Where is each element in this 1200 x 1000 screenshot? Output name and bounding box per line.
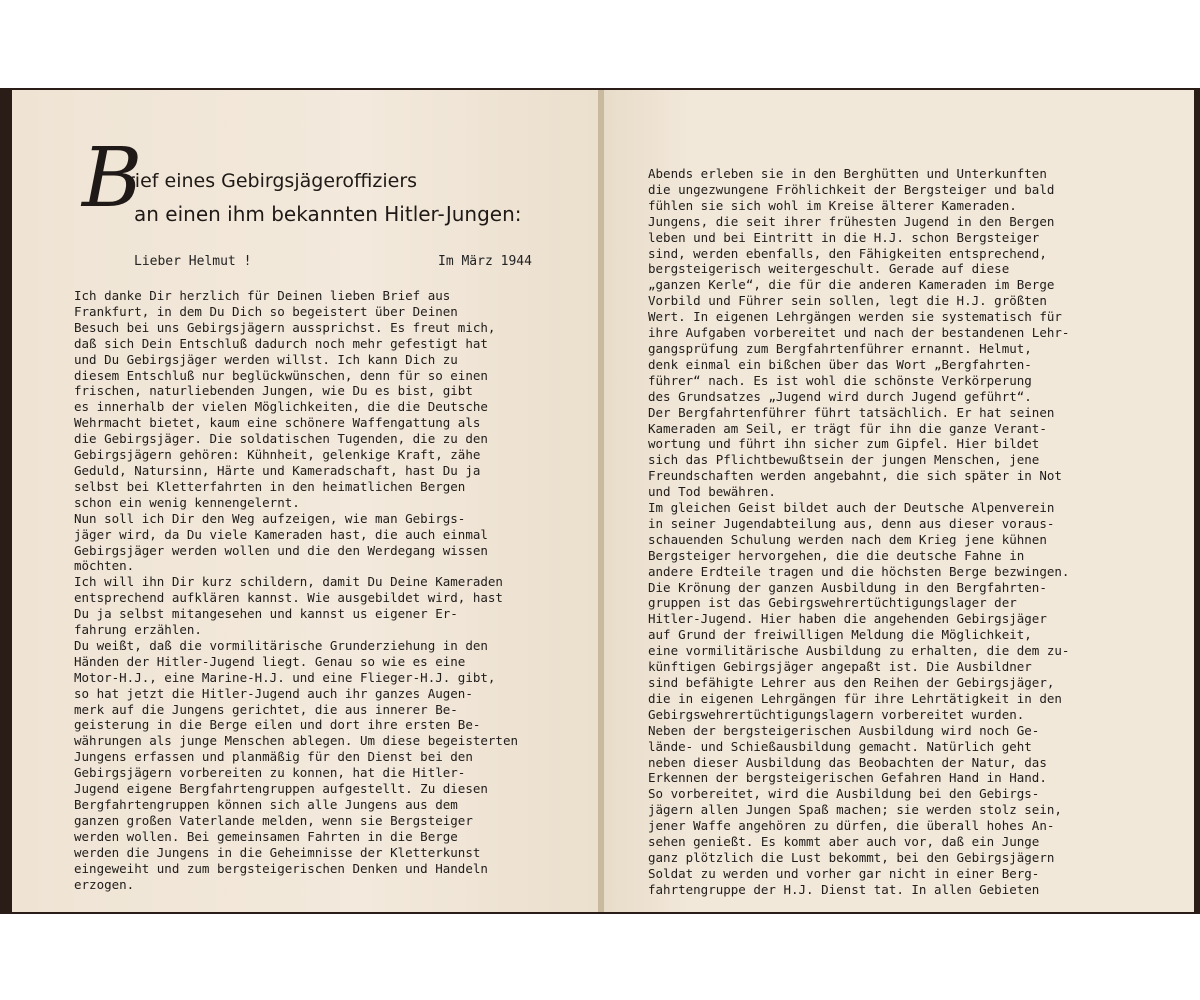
open-book: [0, 88, 1200, 914]
left-page: [12, 90, 598, 912]
letter-heading: [72, 131, 592, 240]
heading-dropcap: B: [82, 131, 143, 226]
heading-line-1: rief eines Gebirgsjägeroffiziers: [127, 170, 418, 192]
right-page-body: Abends erleben sie in den Berghütten und Unterkunften die ungezwungene Fröhlichkeit der Bergsteiger und bald fühlen sie sich wohl im Kreise älterer Kameraden. Jungens, die seit ihrer frühesten Jugend in den Bergen leben und bei Eintritt in die H.J. schon Bergsteiger sind, werden ebenfalls, den Fähigkeiten entsprechend, bergsteigerisch weitergeschult. Gerade auf diese „ganzen Kerle“, die für die anderen Kameraden im Berge Vorbild und Führer sein sollen, legt die H.J. größten Wert. In eigenen Lehrgängen werden sie systematisch für ihre Aufgaben vorbereitet und nach der bestandenen Lehr- gangsprüfung zum Bergfahrtenführer ernannt. Helmut, denk einmal ein bißchen über das Wort „Bergfahrten- führer“ nach. Es ist wohl die schönste Verkörperung des Grundsatzes „Jugend wird durch Jugend geführt“. Der Bergfahrtenführer führt tatsächlich. Er hat seinen Kameraden am Seil, er trägt für ihn die ganze Verant- wortung und führt ihn sicher zum Gipfel. Hier bildet sich das Pflichtbewußtsein der jungen Menschen, jene Freundschaften werden angebahnt, die sich später in Not und Tod bewähren. Im gleichen Geist bildet auch der Deutsche Alpenverein in seiner Jugendabteilung aus, denn aus dieser voraus- schauenden Schulung werden nach dem Krieg jene kühnen Bergsteiger hervorgehen, die die deutsche Fahne in andere Erdteile tragen und die höchsten Berge bezwingen. Die Krönung der ganzen Ausbildung in den Bergfahrten- gruppen ist das Gebirgswehrertüchtigungslager der Hitler-Jugend. Hier haben die angehenden Gebirgsjäger auf Grund der freiwilligen Meldung die Möglichkeit, eine vormilitärische Ausbildung zu erhalten, die dem zu- künftigen Gebirgsjäger angepaßt ist. Die Ausbildner sind befähigte Lehrer aus den Reihen der Gebirgsjäger, die in eigenen Lehrgängen für ihre Lehrtätigkeit in den Gebirgswehrertüchtigungslagern vorbereitet wurden. Neben der bergsteigerischen Ausbildung wird noch Ge- lände- und Schießausbildung gemacht. Natürlich geht neben dieser Ausbildung das Beobachten der Natur, das Erkennen der bergsteigerischen Gefahren Hand in Hand. So vorbereitet, wird die Ausbildung bei den Gebirgs- jägern allen Jungen Spaß machen; sie werden stolz sein, jener Waffe angehören zu dürfen, die überall hohes An- sehen genießt. Es kommt aber auch vor, daß ein Junge ganz plötzlich die Lust bekommt, bei den Gebirgsjägern Soldat zu werden und vorher gar nicht in einer Berg- fahrtengruppe der H.J. Dienst tat. In allen Gebieten: [648, 166, 1070, 897]
letter-date: Im März 1944: [438, 254, 532, 269]
left-page-body: Ich danke Dir herzlich für Deinen lieben Brief aus Frankfurt, in dem Du Dich so begeistert über Deinen Besuch bei uns Gebirgsjägern aussprichst. Es freut mich, daß sich Dein Entschluß dadurch noch mehr gefestigt hat und Du Gebirgsjäger werden willst. Ich kann Dich zu diesem Entschluß nur beglückwünschen, denn für so einen frischen, naturliebenden Jungen, wie Du es bist, gibt es innerhalb der vielen Möglichkeiten, die die Deutsche Wehrmacht bietet, kaum eine schönere Waffengattung als die Gebirgsjäger. Die soldatischen Tugenden, die zu den Gebirgsjägern gehören: Kühnheit, gelenkige Kraft, zähe Geduld, Natursinn, Härte und Kameradschaft, hast Du ja selbst bei Kletterfahrten in den heimatlichen Bergen schon ein wenig kennengelernt. Nun soll ich Dir den Weg aufzeigen, wie man Gebirgs- jäger wird, da Du viele Kameraden hast, die auch einmal Gebirgsjäger werden wollen und die den Werdegang wissen möchten. Ich will ihn Dir kurz schildern, damit Du Deine Kameraden entsprechend aufklären kannst. Wie ausgebildet wird, hast Du ja selbst mitangesehen und kannst us eigener Er- fahrung erzählen. Du weißt, daß die vormilitärische Grunderziehung in den Händen der Hitler-Jugend liegt. Genau so wie es eine Motor-H.J., eine Marine-H.J. und eine Flieger-H.J. gibt, so hat jetzt die Hitler-Jugend auch ihr ganzes Augen- merk auf die Jungens gerichtet, die aus innerer Be- geisterung in die Berge eilen und dort ihre ersten Be- währungen als junge Menschen ablegen. Um diese begeisterten Jungens erfassen und planmäßig für den Dienst bei den Gebirgsjägern vorbereiten zu konnen, hat die Hitler- Jugend eigene Bergfahrtengruppen aufgestellt. Zu diesen Bergfahrtengruppen können sich alle Jungens aus dem ganzen großen Vaterlande melden, wenn sie Bergsteiger werden wollen. Bei gemeinsamen Fahrten in die Berge werden die Jungens in die Geheimnisse der Kletterkunst eingeweiht und zum bergsteigerischen Denken und Handeln erzogen.: [74, 288, 519, 892]
salutation: Lieber Helmut !: [134, 254, 252, 269]
heading-line-2: an einen ihm bekannten Hitler-Jungen:: [134, 202, 522, 226]
right-page: [604, 90, 1194, 912]
